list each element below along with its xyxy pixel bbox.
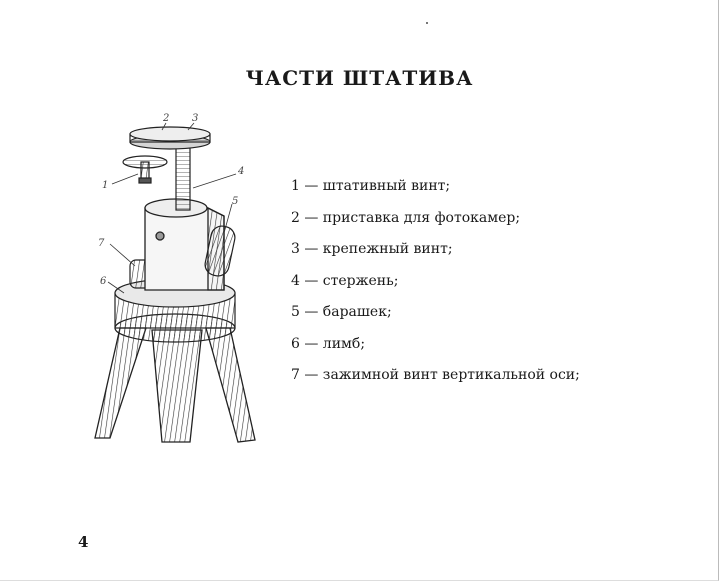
- legend-item: 5 — барашек;: [291, 304, 392, 320]
- legend-item: 1 — штативный винт;: [291, 178, 451, 194]
- legend-item: 3 — крепежный винт;: [291, 241, 453, 257]
- callout-5: 5: [232, 196, 239, 207]
- page-number: 4: [78, 533, 89, 551]
- tripod-legs: [95, 328, 255, 442]
- callout-1: 1: [102, 180, 109, 191]
- legend-item: 2 — приставка для фотокамер;: [291, 209, 521, 226]
- rod: [176, 148, 190, 210]
- tripod-illustration: [90, 108, 260, 444]
- speck: [426, 22, 428, 24]
- callout-6: 6: [100, 276, 107, 287]
- parts-legend: [291, 176, 580, 397]
- callout-7: 7: [98, 238, 105, 249]
- page-title: ЧАСТИ ШТАТИВА: [245, 66, 474, 90]
- legend-item: 6 — лимб;: [291, 335, 366, 352]
- callout-3: 3: [192, 113, 199, 124]
- legend-item: 4 — стержень;: [291, 272, 399, 289]
- callout-4: 4: [238, 166, 245, 177]
- callout-2: 2: [163, 113, 170, 124]
- legend-item: 7 — зажимной винт вертикальной оси;: [291, 367, 580, 383]
